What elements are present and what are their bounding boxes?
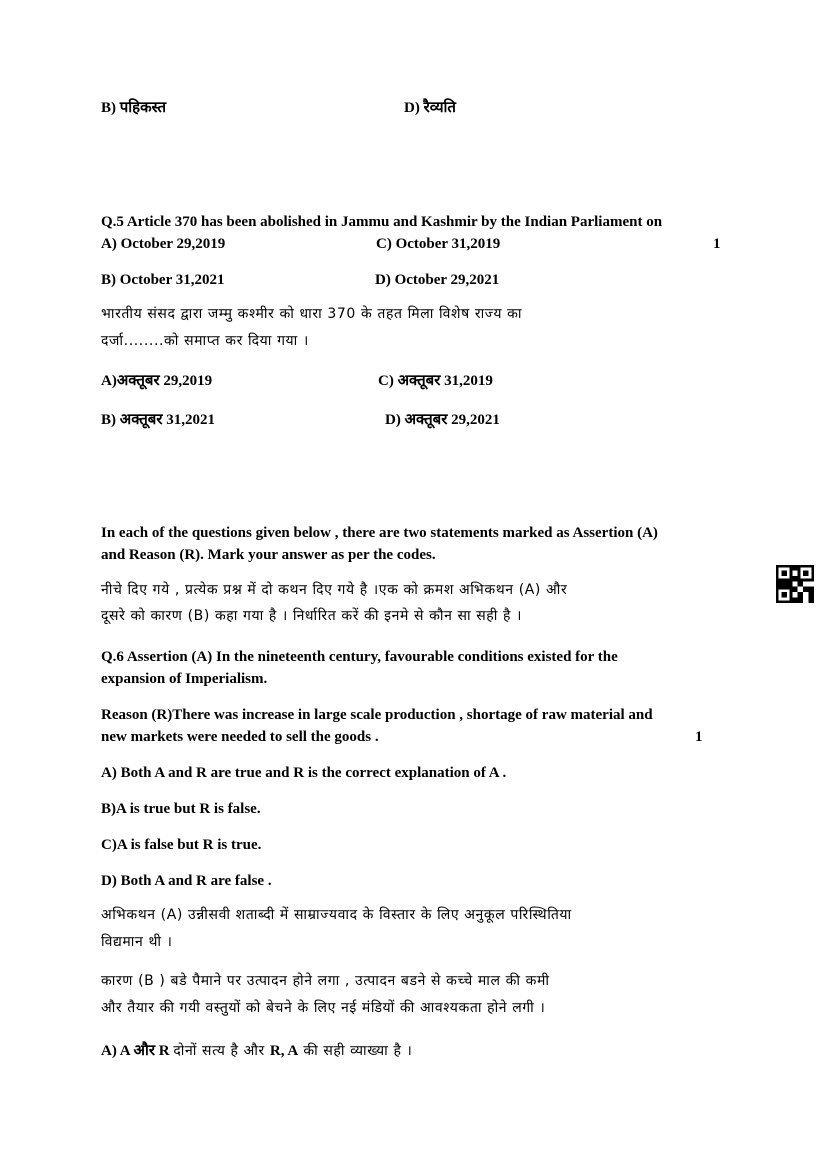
instructions-line1: In each of the questions given below , there are two statements marked as Assertion (A) <box>101 525 658 541</box>
q5-hindi-option-d: D) अक्तूबर 29,2021 <box>385 412 500 428</box>
q5-option-c: C) October 31,2019 <box>376 236 501 252</box>
instructions-line2: and Reason (R). Mark your answer as per the codes. <box>101 547 436 563</box>
q6-hindi-reason-line2: और तैयार की गयी वस्तुयों को बेचने के लिए नई मंडियों की आवश्यकता होने लगी । <box>101 1000 546 1016</box>
q4-option-d: D) रैव्यति <box>404 100 456 116</box>
q6-hindi-reason-line1: कारण (B ) बडे पैमाने पर उत्पादन होने लगा , उत्पादन बडने से कच्चे माल की कमी <box>101 973 550 989</box>
q5-marks: 1 <box>713 236 721 252</box>
q5-option-b: B) October 31,2021 <box>101 272 225 288</box>
instructions-hindi-line1: नीचे दिए गये , प्रत्येक प्रश्न में दो कथन दिए गये है ।एक को क्रमश अभिकथन (A) और <box>101 582 568 598</box>
q6-hindi-assertion-line2: विद्यमान थी । <box>101 934 173 950</box>
q6-option-a: A) Both A and R are true and R is the correct explanation of A . <box>101 765 507 781</box>
q5-hindi-option-b: B) अक्तूबर 31,2021 <box>101 412 216 428</box>
q6-hindi-option-a-mid: दोनों सत्य है और <box>173 1043 270 1059</box>
q5-option-d: D) October 29,2021 <box>375 272 500 288</box>
q5-hindi-question-line1: भारतीय संसद द्वारा जम्मु कश्मीर को धारा 370 के तहत मिला विशेष राज्य का <box>101 306 523 322</box>
q6-hindi-option-a-suffix: की सही व्याख्या है । <box>298 1043 413 1059</box>
instructions-hindi-line2: दूसरे को कारण (B) कहा गया है । निर्धारित करें की इनमे से कौन सा सही है । <box>101 608 522 624</box>
q6-hindi-option-a-rest: R, A <box>269 1043 299 1059</box>
q6-option-b: B)A is true but R is false. <box>101 801 261 817</box>
q6-hindi-option-a <box>101 1042 412 1060</box>
q6-hindi-assertion-line1: अभिकथन (A) उन्नीसवी शताब्दी में साम्राज्यवाद के विस्तार के लिए अनुकूल परिस्थितिया <box>101 907 572 923</box>
qr-code-icon <box>776 565 814 603</box>
q6-assertion-line1: Q.6 Assertion (A) In the nineteenth century, favourable conditions existed for the <box>101 649 618 665</box>
q5-hindi-option-c: C) अक्तूबर 31,2019 <box>378 373 493 389</box>
q6-option-d: D) Both A and R are false . <box>101 873 272 889</box>
q6-reason-line1: Reason (R)There was increase in large scale production , shortage of raw material and <box>101 707 653 723</box>
q6-option-c: C)A is false but R is true. <box>101 837 262 853</box>
q6-assertion-line2: expansion of Imperialism. <box>101 671 268 687</box>
q6-marks: 1 <box>695 729 703 745</box>
q4-option-b: B) पहिकस्त <box>101 100 167 116</box>
q5-hindi-option-a: A)अक्तूबर 29,2019 <box>101 373 213 389</box>
q6-hindi-option-a-prefix: A) A और R <box>101 1043 174 1059</box>
q5-option-a: A) October 29,2019 <box>101 236 226 252</box>
q5-question: Q.5 Article 370 has been abolished in Jammu and Kashmir by the Indian Parliament on <box>101 214 663 230</box>
q6-reason-line2: new markets were needed to sell the goods . <box>101 729 379 745</box>
q5-hindi-question-line2: दर्जा........को समाप्त कर दिया गया । <box>101 333 309 349</box>
